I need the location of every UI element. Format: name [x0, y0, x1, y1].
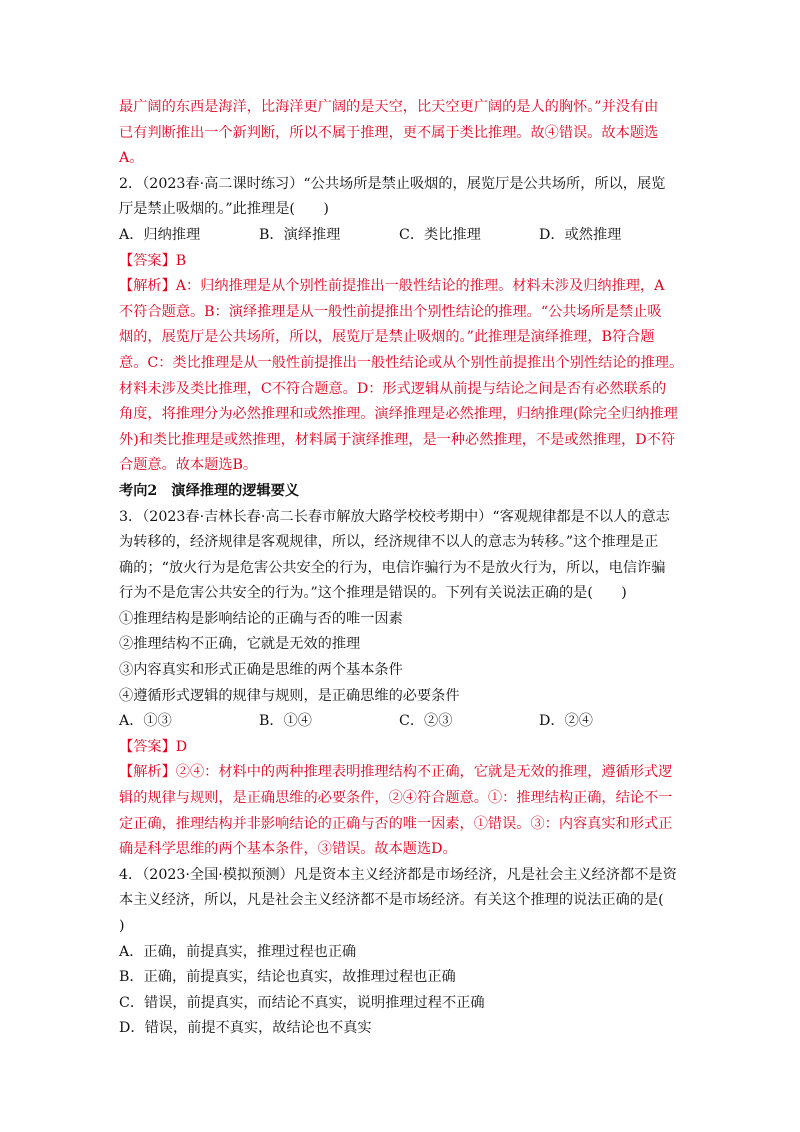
question-stem: 厅是禁止吸烟的。”此推理是( ): [119, 201, 329, 218]
question-stem: 本主义经济，所以，凡是社会主义经济都不是市场经济。有关这个推理的说法正确的是(: [119, 892, 664, 909]
analysis-line: 角度，将推理分为必然推理和或然推理。演绎推理是必然推理，归纳推理(除完全归纳推理: [119, 406, 678, 423]
option-d: D．错误，前提不真实，故结论也不真实: [119, 1020, 372, 1037]
question-stem: 行为不是危害公共安全的行为。”这个推理是错误的。下列有关说法正确的是( ): [119, 585, 627, 602]
statement: ①推理结构是影响结论的正确与否的唯一因素: [119, 610, 403, 627]
question-stem: 为转移的，经济规律是客观规律，所以，经济规律不以人的意志为转移。”这个推理是正: [119, 534, 659, 551]
q1-analysis-tail: [119, 95, 684, 172]
option-b: B．演绎推理: [259, 226, 341, 243]
answer: 【答案】D: [119, 738, 188, 755]
question-3: [119, 505, 684, 863]
question-4: [119, 863, 684, 1042]
answer: 【答案】B: [119, 252, 187, 269]
analysis-line: 不符合题意。B：演绎推理是从一般性前提推出个别性结论的推理。“公共场所是禁止吸: [119, 303, 662, 320]
option-a: A．正确，前提真实，推理过程也正确: [119, 943, 357, 960]
analysis-line: 已有判断推出一个新判断，所以不属于推理，更不属于类比推理。故④错误。故本题选: [119, 124, 659, 141]
question-stem: 确的；“放火行为是危害公共安全的行为，电信诈骗行为不是放火行为，所以，电信诈骗: [119, 559, 666, 576]
option-b: B．①④: [259, 713, 312, 730]
question-2: [119, 172, 684, 479]
analysis-line: 辑的规律与规则，是正确思维的必要条件，②④符合题意。①：推理结构正确，结论不一: [119, 790, 673, 807]
question-options: [119, 709, 684, 735]
question-options: [119, 223, 684, 249]
analysis-line: 确是科学思维的两个基本条件，③错误。故本题选D。: [119, 841, 457, 858]
analysis-line: 【解析】②④：材料中的两种推理表明推理结构不正确，它就是无效的推理，遵循形式逻: [119, 764, 673, 781]
option-a: A．①③: [119, 713, 172, 730]
analysis-line: 烟的，展览厅是公共场所，所以，展览厅是禁止吸烟的。”此推理是演绎推理，B符合题: [119, 329, 655, 346]
statement: ③内容真实和形式正确是思维的两个基本条件: [119, 662, 403, 679]
option-c: C．②③: [399, 713, 453, 730]
analysis-line: 最广阔的东西是海洋，比海洋更广阔的是天空，比天空更广阔的是人的胸怀。”并没有由: [119, 99, 659, 115]
analysis-line: 【解析】A：归纳推理是从个别性前提推出一般性结论的推理。材料未涉及归纳推理，A: [119, 278, 665, 295]
option-c: C．类比推理: [399, 226, 481, 243]
option-b: B．正确，前提真实，结论也真实，故推理过程也正确: [119, 969, 456, 986]
analysis-line: 意。C：类比推理是从一般性前提推出一般性结论或从个别性前提推出个别性结论的推理。: [119, 354, 684, 371]
analysis-line: A。: [119, 150, 144, 167]
option-a: A．归纳推理: [119, 226, 201, 243]
option-c: C．错误，前提真实，而结论不真实，说明推理过程不正确: [119, 994, 485, 1011]
statement: ②推理结构不正确，它就是无效的推理: [119, 636, 361, 653]
page-content: [119, 95, 684, 1042]
question-stem: 4．（2023·全国·模拟预测）凡是资本主义经济都是市场经济，凡是社会主义经济都不是资: [119, 866, 677, 883]
question-stem: 2．（2023春·高二课时练习）“公共场所是禁止吸烟的，展览厅是公共场所，所以，展览: [119, 175, 666, 192]
analysis-line: 材料未涉及类比推理，C不符合题意。D：形式逻辑从前提与结论之间是否有必然联系的: [119, 380, 667, 397]
statement: ④遵循形式逻辑的规律与规则，是正确思维的必要条件: [119, 687, 460, 704]
question-stem: 3．（2023春·吉林长春·高二长春市解放大路学校校考期中）“客观规律都是不以人的意志: [119, 508, 670, 525]
section-heading: 考向2 演绎推理的逻辑要义: [119, 482, 300, 499]
analysis-line: 定正确，推理结构并非影响结论的正确与否的唯一因素，①错误。③：内容真实和形式正: [119, 815, 673, 832]
option-d: D．或然推理: [539, 226, 622, 243]
analysis-line: 外)和类比推理是或然推理，材料属于演绎推理，是一种必然推理，不是或然推理，D不符: [119, 431, 676, 448]
question-stem: ): [119, 918, 125, 934]
option-d: D．②④: [539, 713, 593, 730]
analysis-line: 合题意。故本题选B。: [119, 457, 258, 474]
